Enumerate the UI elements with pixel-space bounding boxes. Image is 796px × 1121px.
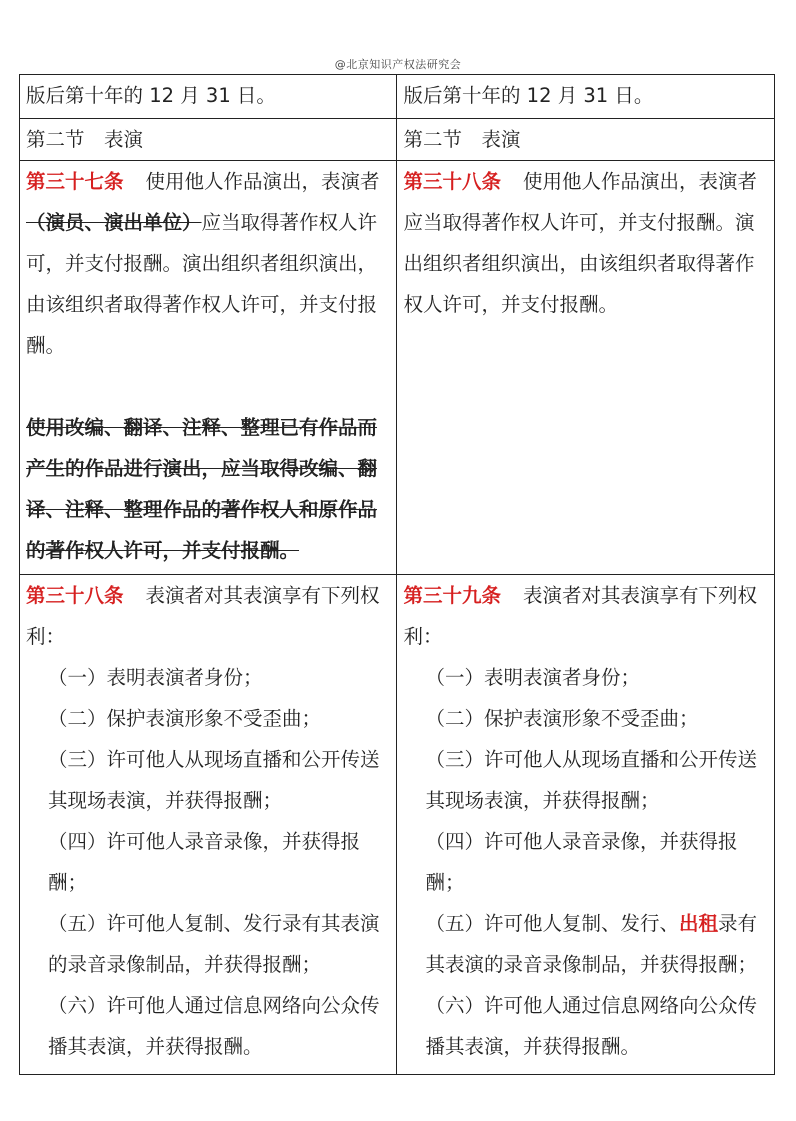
list-item: [26, 739, 390, 821]
list-item: [26, 821, 390, 903]
right-cell: [397, 575, 775, 1075]
list-item-text: （四）许可他人录音录像，并获得报酬；: [425, 830, 738, 894]
cell-text: 版后第十年的 12 月 31 日。: [26, 84, 276, 107]
table-row: [20, 575, 775, 1075]
cell-text: 版后第十年的 12 月 31 日。: [403, 84, 654, 107]
watermark: @北京知识产权法研究会: [334, 58, 462, 71]
left-cell: [20, 161, 397, 575]
left-cell: [20, 119, 397, 161]
article-number: 第三十七条: [26, 170, 124, 193]
table-row: [20, 75, 775, 119]
article-paragraph: [26, 575, 390, 657]
list-item-text: （五）许可他人复制、发行、: [425, 912, 679, 935]
list-item-text: （六）许可他人通过信息网络向公众传播其表演，并获得报酬。: [48, 994, 380, 1058]
right-cell: [397, 119, 775, 161]
comparison-table: [19, 74, 775, 1075]
right-cell: [397, 75, 775, 119]
article-text: 使用他人作品演出，表演者: [145, 170, 380, 193]
list-item-text: （三）许可他人从现场直播和公开传送其现场表演，并获得报酬；: [425, 748, 757, 812]
list-item: [403, 739, 768, 821]
article-paragraph: [403, 161, 768, 325]
list-item: [403, 821, 768, 903]
list-item: （一）表明表演者身份；: [48, 666, 263, 689]
list-item-text: （五）许可他人复制、发行录有其表演的录音录像制品，并获得报酬；: [48, 912, 380, 976]
added-text: 出租: [679, 912, 719, 935]
article-text: 表演者对其表演享有下列权利：: [26, 584, 380, 648]
spacer: [26, 366, 390, 407]
article-number: 第三十九条: [403, 584, 501, 607]
list-item-text: （三）许可他人从现场直播和公开传送其现场表演，并获得报酬；: [48, 748, 380, 812]
article-paragraph: [26, 161, 390, 366]
list-item-text: （四）许可他人录音录像，并获得报酬；: [48, 830, 361, 894]
article-text: 应当取得著作权人许可，并支付报酬。演出组织者组织演出，由该组织者取得著作权人许可，并支付报酬。: [26, 211, 378, 357]
list-item: （二）保护表演形象不受歪曲；: [48, 707, 322, 730]
list-item-text: （六）许可他人通过信息网络向公众传播其表演，并获得报酬。: [425, 994, 757, 1058]
list-item: （二）保护表演形象不受歪曲；: [425, 707, 699, 730]
table-row: [20, 119, 775, 161]
article-number: 第三十八条: [26, 584, 124, 607]
left-cell: [20, 575, 397, 1075]
list-item: [403, 903, 768, 985]
left-cell: [20, 75, 397, 119]
right-cell: [397, 161, 775, 575]
section-heading: 第二节 表演: [26, 128, 144, 151]
list-item: [26, 985, 390, 1067]
article-text: 表演者对其表演享有下列权利：: [403, 584, 758, 648]
list-item-text: 录有其表演的录音录像制品，并获得报酬；: [425, 912, 758, 976]
article-paragraph: [403, 575, 768, 657]
section-heading: 第二节 表演: [403, 128, 521, 151]
deleted-text: （演员、演出单位）: [26, 211, 202, 234]
list-item: [26, 903, 390, 985]
list-item: [403, 985, 768, 1067]
article-number: 第三十八条: [403, 170, 501, 193]
article-text: 使用他人作品演出，表演者应当取得著作权人许可，并支付报酬。演出组织者组织演出，由该组织者取得著作权人许可，并支付报酬。: [403, 170, 758, 316]
deleted-paragraph: 使用改编、翻译、注释、整理已有作品而产生的作品进行演出，应当取得改编、翻译、注释、整理作品的著作权人和原作品的著作权人许可，并支付报酬。: [26, 416, 378, 562]
list-item: （一）表明表演者身份；: [425, 666, 640, 689]
table-row: [20, 161, 775, 575]
